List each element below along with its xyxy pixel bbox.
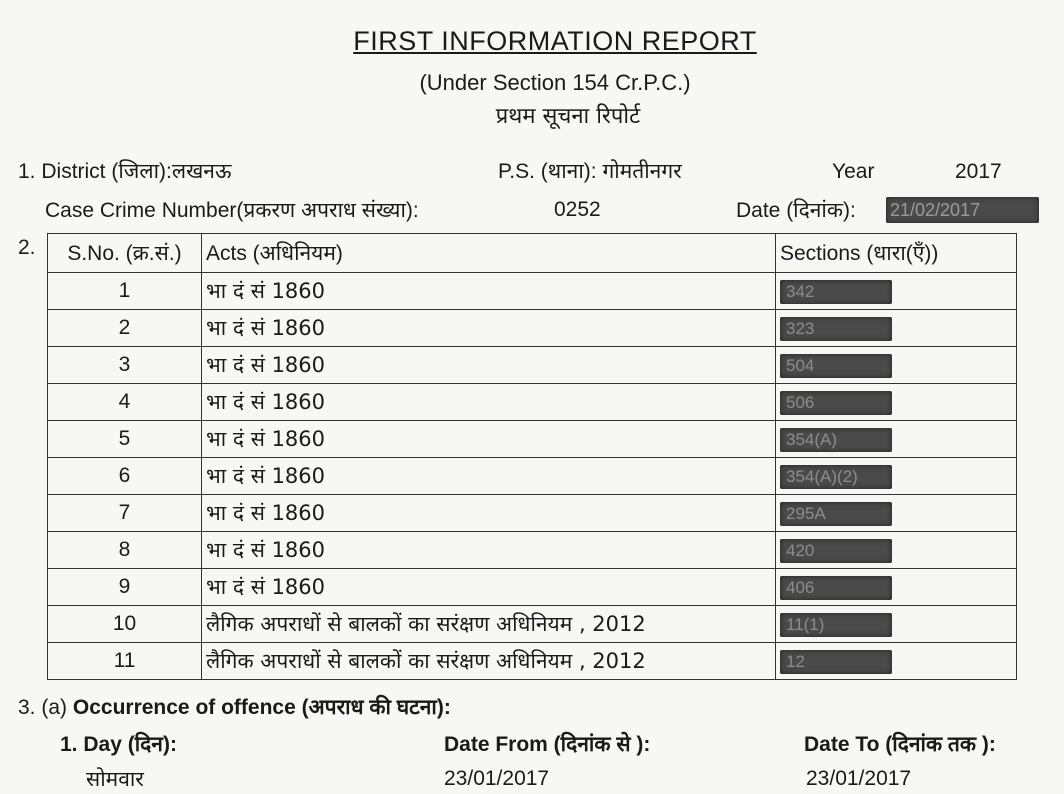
table-row	[48, 421, 1017, 458]
report-subtitle: (Under Section 154 Cr.P.C.)	[419, 70, 691, 95]
row-act: भा दं सं 1860	[202, 310, 776, 347]
row-section-cell	[776, 643, 1017, 680]
district-row	[18, 157, 231, 185]
row-act: भा दं सं 1860	[202, 569, 776, 606]
table-row	[48, 606, 1017, 643]
occurrence-row	[18, 693, 451, 721]
row-sno: 5	[48, 421, 202, 458]
row-sno: 9	[48, 569, 202, 606]
row-section-redacted: 11(1)	[780, 613, 892, 637]
date-from-label: Date From (दिनांक से ):	[444, 733, 651, 756]
row-sno: 1	[48, 273, 202, 310]
table-row	[48, 569, 1017, 606]
row-sno: 3	[48, 347, 202, 384]
section2-number: 2.	[18, 236, 36, 259]
row-sno: 6	[48, 458, 202, 495]
row-act: भा दं सं 1860	[202, 495, 776, 532]
row-section-cell	[776, 532, 1017, 569]
table-row	[48, 310, 1017, 347]
row-section-cell	[776, 347, 1017, 384]
date-to-value: 23/01/2017	[806, 767, 912, 790]
row-act: लैगिक अपराधों से बालकों का सरंक्षण अधिनियम , 2012	[202, 606, 776, 643]
section3-number: 3.	[18, 696, 36, 719]
year-value: 2017	[955, 160, 1002, 183]
row-section-redacted: 506	[780, 391, 892, 415]
row-section-cell	[776, 421, 1017, 458]
header-sno: S.No. (क्र.सं.)	[48, 234, 202, 273]
row-section-redacted: 323	[780, 317, 892, 341]
row-sno: 11	[48, 643, 202, 680]
date-from-value: 23/01/2017	[444, 767, 550, 790]
row-section-redacted: 420	[780, 539, 892, 563]
table-row	[48, 643, 1017, 680]
case-crime-value: 0252	[554, 198, 601, 221]
row-act: लैगिक अपराधों से बालकों का सरंक्षण अधिनियम , 2012	[202, 643, 776, 680]
police-station-row	[498, 157, 682, 185]
row-act: भा दं सं 1860	[202, 421, 776, 458]
day-value: सोमवार	[86, 767, 144, 791]
day-label: Day (दिन):	[83, 733, 177, 756]
district-value: लखनऊ	[171, 159, 232, 183]
ps-label: P.S. (थाना):	[498, 160, 597, 183]
table-row	[48, 458, 1017, 495]
case-crime-label: Case Crime Number(प्रकरण अपराध संख्या):	[45, 199, 419, 222]
district-label: District (जिला):	[41, 160, 172, 183]
row-section-cell	[776, 310, 1017, 347]
table-row	[48, 273, 1017, 310]
row-section-cell	[776, 273, 1017, 310]
ps-value: गोमतीनगर	[602, 159, 682, 183]
table-row	[48, 384, 1017, 421]
occurrence-label: Occurrence of offence (अपराध की घटना):	[72, 696, 451, 719]
header-sections: Sections (धारा(एँ))	[776, 234, 1017, 273]
row-section-cell	[776, 606, 1017, 643]
row-section-redacted: 342	[780, 280, 892, 304]
row-sno: 8	[48, 532, 202, 569]
date-label: Date (दिनांक):	[736, 199, 856, 222]
row-section-cell	[776, 458, 1017, 495]
item-number: 1.	[60, 733, 78, 756]
row-section-redacted: 354(A)(2)	[780, 465, 892, 489]
row-act: भा दं सं 1860	[202, 273, 776, 310]
table-row	[48, 532, 1017, 569]
row-section-cell	[776, 569, 1017, 606]
row-sno: 2	[48, 310, 202, 347]
report-title: FIRST INFORMATION REPORT	[353, 26, 757, 56]
row-section-cell	[776, 384, 1017, 421]
date-to-label: Date To (दिनांक तक ):	[804, 733, 996, 756]
row-act: भा दं सं 1860	[202, 347, 776, 384]
row-sno: 10	[48, 606, 202, 643]
report-hindi-title: प्रथम सूचना रिपोर्ट	[495, 104, 641, 129]
row-act: भा दं सं 1860	[202, 458, 776, 495]
acts-table	[47, 233, 1017, 680]
year-label: Year	[832, 160, 875, 183]
date-value-redacted: 21/02/2017	[886, 197, 1039, 223]
table-row	[48, 495, 1017, 532]
section-number: 1.	[18, 160, 36, 183]
row-sno: 7	[48, 495, 202, 532]
table-row	[48, 347, 1017, 384]
row-section-redacted: 295A	[780, 502, 892, 526]
row-section-redacted: 354(A)	[780, 428, 892, 452]
row-section-cell	[776, 495, 1017, 532]
row-act: भा दं सं 1860	[202, 532, 776, 569]
row-section-redacted: 504	[780, 354, 892, 378]
row-section-redacted: 12	[780, 650, 892, 674]
row-sno: 4	[48, 384, 202, 421]
row-section-redacted: 406	[780, 576, 892, 600]
section3-sub: (a)	[41, 696, 68, 719]
table-header-row	[48, 234, 1017, 273]
header-acts: Acts (अधिनियम)	[202, 234, 776, 273]
row-act: भा दं सं 1860	[202, 384, 776, 421]
day-row	[60, 730, 177, 758]
